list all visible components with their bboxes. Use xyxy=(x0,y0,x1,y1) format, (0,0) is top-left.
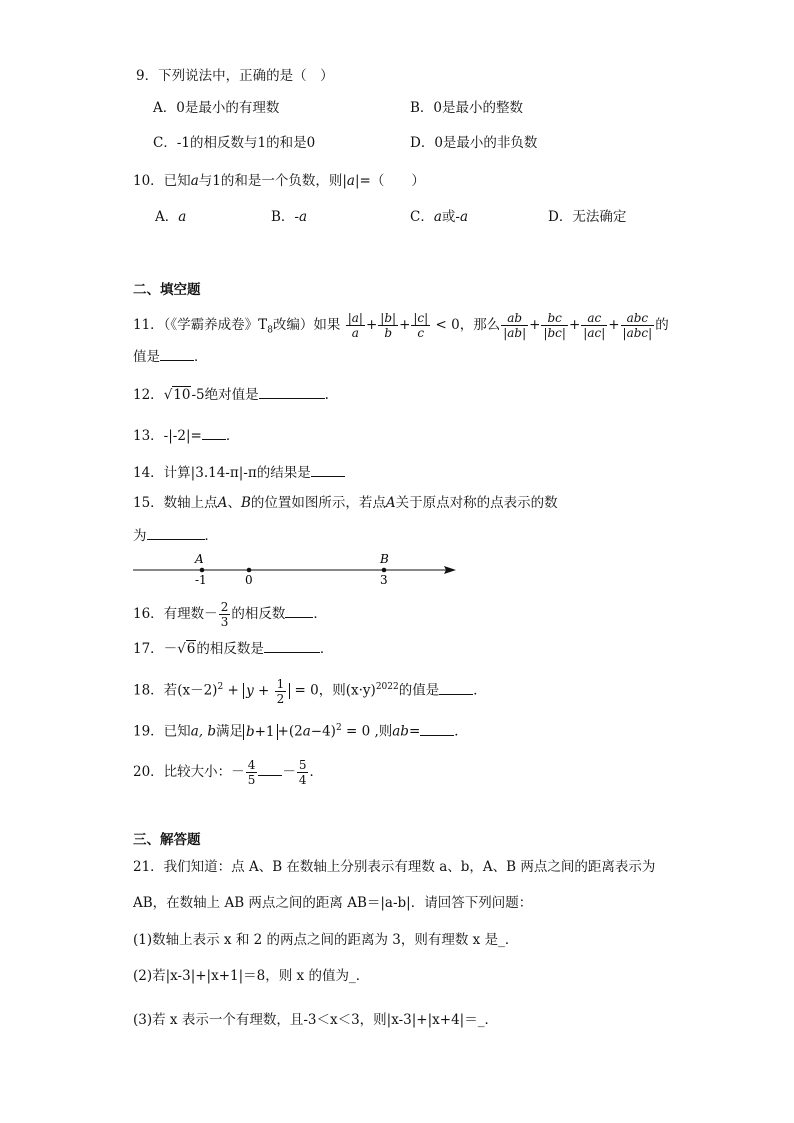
q13 xyxy=(133,425,239,446)
origin-dot xyxy=(247,568,252,573)
q18-mid: ，则 xyxy=(318,682,346,699)
q20-mid: － xyxy=(282,764,296,780)
number-line-tick-neg1: -1 xyxy=(195,573,207,587)
q18-end: ． xyxy=(473,682,487,699)
q15-line2 xyxy=(133,525,218,546)
q17-end: ． xyxy=(319,641,334,657)
q14-text: 14．计算|3.14-π|-π的结果是 xyxy=(133,465,311,481)
q20-frac1-den: 5 xyxy=(247,773,256,787)
q11-end: ． xyxy=(194,349,208,365)
q10-stem-pre: 10．已知 xyxy=(133,173,191,189)
q15-line2-text: 为 xyxy=(133,528,147,544)
q16-answer-blank[interactable] xyxy=(285,603,313,618)
q11-frac-ab: $\frac{ab}{|ab|}$ xyxy=(503,311,527,340)
q11-pre: 11．（《学霸养成卷》T xyxy=(133,317,268,333)
q10-c-label: C． xyxy=(410,209,434,225)
q17-radicand: 6 xyxy=(186,641,196,657)
q15-point-a-2: A xyxy=(385,495,396,511)
q18-abs-term: y + $\frac{1}{2}$ xyxy=(243,683,290,699)
q11-cond: < 0，那么 xyxy=(435,317,501,333)
q11-answer-blank[interactable] xyxy=(160,346,194,361)
q19-pre: 19．已知 xyxy=(133,723,191,740)
q21-part2: (2)若|x-3|+|x+1|＝8，则 x 的值为_． xyxy=(133,968,370,984)
q15-point-a: A xyxy=(217,495,228,511)
q20-pre: 20．比较大小：－ xyxy=(133,764,245,780)
number-line-label-a: A xyxy=(195,552,204,566)
q16 xyxy=(133,600,327,629)
q18-expr1: (x－2) xyxy=(177,682,218,699)
q19-post: = xyxy=(408,723,421,740)
q20-answer-blank[interactable] xyxy=(258,761,282,776)
q16-end: ． xyxy=(313,606,327,622)
q10-option-d: D．无法确定 xyxy=(548,209,627,225)
q19: 19．已知a, b满足 $b+1 +(2a-4)^2 = 0$ ,则ab= ． xyxy=(133,718,468,742)
q21-part1: (1)数轴上表示 x 和 2 的两点之间的距离为 3，则有理数 x 是_． xyxy=(133,932,519,948)
point-b-dot xyxy=(382,568,387,573)
q10-c-val2: a xyxy=(459,209,469,225)
q10-stem xyxy=(133,171,425,191)
q15-post: 关于原点对称的点表示的数 xyxy=(395,495,558,511)
q10-var-2: a xyxy=(346,173,355,189)
q10-c-or: 或- xyxy=(441,209,460,225)
q12: 12．√10-5绝对值是 . xyxy=(133,384,329,405)
q16-post: 的相反数 xyxy=(231,606,286,622)
q11-line2-text: 值是 xyxy=(133,349,160,365)
q14-answer-blank[interactable] xyxy=(311,462,345,477)
q21-line2: AB，在数轴上 AB 两点之间的距离 AB＝|a-b|．请回答下列问题： xyxy=(133,895,533,911)
q19-end: ． xyxy=(454,723,468,740)
q10-stem-post: |=（ ） xyxy=(354,173,425,189)
q9-option-b: B．0是最小的整数 xyxy=(410,100,524,116)
q17-pre: 17．－ xyxy=(133,641,178,657)
q20-frac1 xyxy=(246,758,258,787)
q18-exp2: 2022 xyxy=(375,682,399,692)
q20-frac1-num: 4 xyxy=(247,758,256,772)
q12-text: -5绝对值是 xyxy=(191,387,259,403)
q12-answer-blank[interactable] xyxy=(259,384,325,399)
q12-num: 12． xyxy=(133,387,164,403)
q15-end: ． xyxy=(204,528,218,544)
q11-frac-c: $\frac{|c|}{c}$ xyxy=(413,311,429,340)
q18-pre: 18．若 xyxy=(133,682,178,699)
section-answer-title: 三、解答题 xyxy=(133,832,201,848)
q16-frac-num: 2 xyxy=(220,600,229,614)
q19-eq: = 0 ,则 xyxy=(345,723,393,740)
q15-line1 xyxy=(133,493,558,513)
q10-a-label: A． xyxy=(155,209,179,225)
section-fill-in-title: 二、填空题 xyxy=(133,282,201,298)
q15-number-line xyxy=(128,548,463,590)
q11-frac-a: $\frac{|a|}{a}$ xyxy=(347,311,363,340)
q13-answer-blank[interactable] xyxy=(202,425,226,440)
q11-sub: 8 xyxy=(267,325,273,336)
q14 xyxy=(133,462,345,483)
q11-frac-abc: $\frac{\text{abc}}{\text{|abc|}}$ xyxy=(622,311,653,340)
number-line-tick-0: 0 xyxy=(245,573,253,587)
q9-option-d: D．0是最小的非负数 xyxy=(410,135,538,151)
q10-b-val: a xyxy=(298,209,308,225)
q19-abs-term: b+1 xyxy=(243,724,278,740)
q11-mid: 改编）如果 xyxy=(272,317,341,333)
q16-frac xyxy=(219,600,231,629)
q9-option-a: A．0是最小的有理数 xyxy=(153,100,280,116)
q17-post: 的相反数是 xyxy=(196,641,264,657)
q21-part3: (3)若 x 表示一个有理数，且-3＜x＜3，则|x-3|+|x+4|＝_． xyxy=(133,1012,498,1028)
q18: 18．若$(x-2)^2 + y$ + $\frac{1}{2}$ = 0，则$(x\cdot y)^{2022}$的值是 ． xyxy=(133,676,487,706)
q19-vars: a, b xyxy=(190,723,216,740)
number-line-tick-3: 3 xyxy=(380,573,388,587)
q20 xyxy=(133,758,323,787)
q11-frac-ac: $\frac{ac}{|ac|}$ xyxy=(583,311,606,340)
q17-answer-blank[interactable] xyxy=(264,638,320,653)
q15-answer-blank[interactable] xyxy=(147,525,205,540)
q15-sep: 、 xyxy=(227,495,241,511)
q18-expr2: (x·y) xyxy=(345,682,376,699)
q10-a-val: a xyxy=(178,209,187,225)
q19-mid: 满足 xyxy=(215,723,243,740)
q9-stem: 9．下列说法中，正确的是（ ） xyxy=(136,68,334,84)
q18-exp1: 2 xyxy=(217,682,224,692)
number-line-label-b: B xyxy=(380,552,389,566)
q11-line1: 11．（《学霸养成卷》$T_8$改编）如果 $\frac{|a|}{a}$ + $\frac{|b|}{b}$ + $\frac{|c|}{c}$ < 0，那么 $\frac{ab}{|ab|}$ + $\frac{bc}{|bc|}$ + $\frac{ac}{|ac|}$ + $\frac{\text{abc}}{\text{|abc|}}$ 的 xyxy=(133,311,669,340)
q21-line1: 21．我们知道：点 A、B 在数轴上分别表示有理数 a、b，A、B 两点之间的距离表示为 xyxy=(133,859,656,875)
q18-post: 的值是 xyxy=(398,682,440,699)
q13-text: 13．-|-2|= xyxy=(133,428,202,444)
q18-answer-blank[interactable] xyxy=(439,680,473,695)
q10-b-label: B．- xyxy=(271,209,299,225)
q15-pre: 15．数轴上点 xyxy=(133,495,218,511)
q17: 17．－√6的相反数是 ． xyxy=(133,638,333,659)
q10-var: a xyxy=(190,173,199,189)
q19-answer-blank[interactable] xyxy=(420,721,454,736)
q10-c-val1: a xyxy=(433,209,442,225)
q19-ab: ab xyxy=(392,723,409,740)
q16-frac-den: 3 xyxy=(220,615,229,629)
q11-tail: 的 xyxy=(655,317,669,333)
q11-frac-bc: $\frac{bc}{|bc|}$ xyxy=(543,311,566,340)
q16-pre: 16．有理数－ xyxy=(133,606,218,622)
q10-option-b xyxy=(271,207,307,227)
q9-option-c: C．-1的相反数与1的和是0 xyxy=(153,135,316,151)
q10-option-a xyxy=(155,207,186,227)
q12-radicand: 10 xyxy=(173,387,191,403)
q10-option-c xyxy=(410,207,468,227)
q15-point-b: B xyxy=(240,495,251,511)
q13-end: ． xyxy=(225,428,240,444)
q20-frac2-den: 4 xyxy=(298,773,307,787)
q10-stem-mid: 与1的和是一个负数，则| xyxy=(198,173,347,189)
q15-mid: 的位置如图所示，若点 xyxy=(250,495,386,511)
q11-line2 xyxy=(133,346,208,367)
q12-end: . xyxy=(324,387,329,403)
point-a-dot xyxy=(200,568,205,573)
q11-frac-b: $\frac{|b|}{b}$ xyxy=(380,311,397,340)
q20-frac2-num: 5 xyxy=(298,758,307,772)
q20-end: ． xyxy=(309,764,323,780)
q20-frac2 xyxy=(297,758,309,787)
